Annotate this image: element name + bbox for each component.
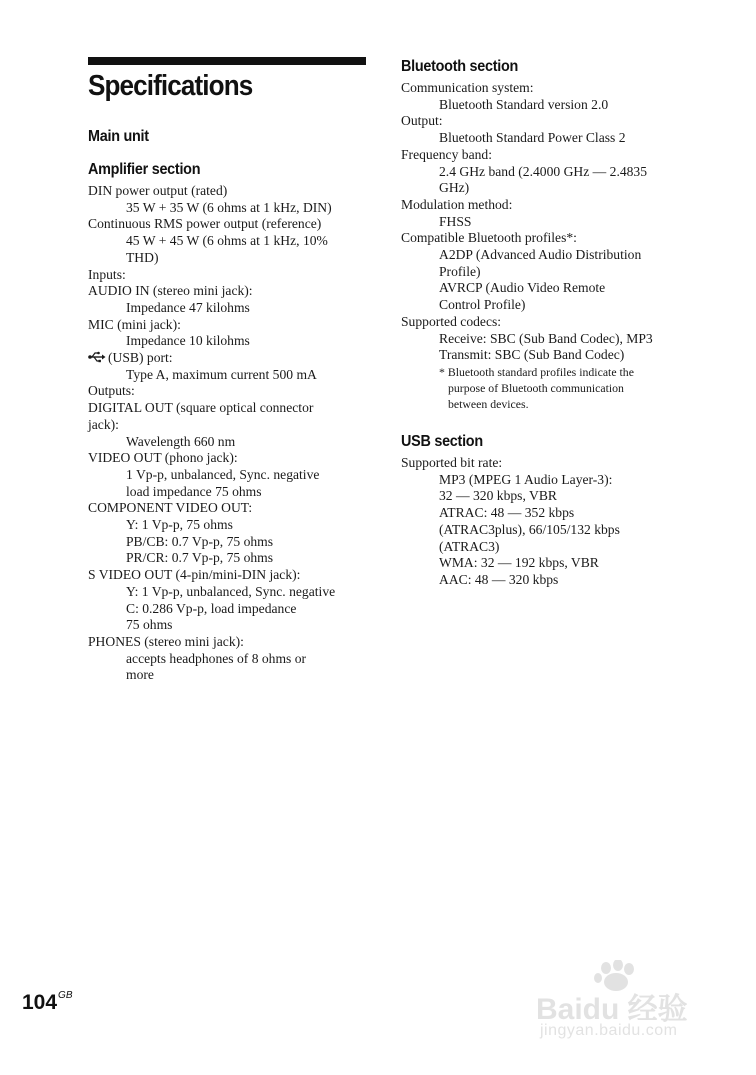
- spec-line: Communication system:: [401, 80, 534, 95]
- spec-value: more: [126, 667, 154, 683]
- spec-value: Control Profile): [439, 297, 526, 313]
- footnote: purpose of Bluetooth communication: [448, 381, 624, 396]
- usb-specs: [401, 455, 701, 589]
- bluetooth-specs: [401, 80, 701, 413]
- spec-value: Bluetooth Standard Power Class 2: [439, 130, 626, 146]
- spec-line: Frequency band:: [401, 146, 492, 162]
- spec-line: MIC (mini jack):: [88, 316, 181, 332]
- spec-line: Compatible Bluetooth profiles*:: [401, 230, 577, 246]
- spec-value: PR/CR: 0.7 Vp-p, 75 ohms: [126, 550, 274, 566]
- spec-line: Outputs:: [88, 383, 135, 399]
- spec-value: 1 Vp-p, unbalanced, Sync. negative: [126, 466, 320, 482]
- spec-value: MP3 (MPEG 1 Audio Layer-3):: [439, 471, 613, 487]
- spec-value: accepts headphones of 8 ohms or: [126, 650, 307, 666]
- spec-value: 45 W + 45 W (6 ohms at 1 kHz, 10%: [126, 233, 328, 249]
- spec-value: 35 W + 35 W (6 ohms at 1 kHz, DIN): [126, 199, 332, 215]
- spec-value: C: 0.286 Vp-p, load impedance: [126, 600, 297, 616]
- spec-line: COMPONENT VIDEO OUT:: [88, 500, 253, 516]
- spec-value: 2.4 GHz band (2.4000 GHz — 2.4835: [439, 163, 648, 179]
- baidu-watermark: [536, 960, 716, 1050]
- spec-value: GHz): [439, 180, 470, 196]
- footnote: * Bluetooth standard profiles indicate the: [439, 364, 634, 379]
- spec-line: Continuous RMS power output (reference): [88, 216, 322, 232]
- spec-value: load impedance 75 ohms: [126, 483, 262, 499]
- spec-value: 75 ohms: [126, 617, 173, 633]
- spec-line: PHONES (stereo mini jack):: [88, 633, 244, 649]
- spec-value: PB/CB: 0.7 Vp-p, 75 ohms: [126, 533, 274, 549]
- spec-value: Impedance 47 kilohms: [126, 299, 250, 315]
- spec-line: DIGITAL OUT (square optical connector: [88, 400, 314, 416]
- title-rule: [88, 57, 366, 65]
- spec-value: (ATRAC3): [439, 538, 500, 554]
- spec-value: 32 — 320 kbps, VBR: [439, 488, 557, 504]
- spec-value: A2DP (Advanced Audio Distribution: [439, 247, 642, 263]
- spec-value: FHSS: [439, 213, 472, 229]
- spec-value: Profile): [439, 263, 481, 279]
- spec-value: AVRCP (Audio Video Remote: [439, 280, 606, 296]
- spec-line: DIN power output (rated): [88, 183, 228, 198]
- usb-port-line: (USB) port:: [88, 350, 368, 367]
- spec-value: Impedance 10 kilohms: [126, 333, 250, 349]
- main-unit-heading: Main unit: [88, 128, 149, 145]
- footnote: between devices.: [448, 397, 529, 412]
- spec-line: S VIDEO OUT (4-pin/mini-DIN jack):: [88, 567, 301, 583]
- spec-value: THD): [126, 249, 159, 265]
- spec-value: Type A, maximum current 500 mA: [126, 366, 317, 382]
- spec-line: VIDEO OUT (phono jack):: [88, 450, 238, 466]
- spec-line: Output:: [401, 113, 443, 129]
- spec-value: Transmit: SBC (Sub Band Codec): [439, 347, 625, 363]
- amplifier-heading: Amplifier section: [88, 161, 201, 178]
- spec-value: Bluetooth Standard version 2.0: [439, 96, 609, 112]
- spec-value: (ATRAC3plus), 66/105/132 kbps: [439, 521, 620, 537]
- spec-line: Inputs:: [88, 266, 126, 282]
- spec-line: Supported codecs:: [401, 313, 502, 329]
- spec-line: jack):: [88, 416, 119, 432]
- spec-value: Wavelength 660 nm: [126, 433, 236, 449]
- usb-icon: [88, 351, 106, 363]
- bluetooth-heading: Bluetooth section: [401, 58, 519, 75]
- spec-value: Receive: SBC (Sub Band Codec), MP3: [439, 330, 653, 346]
- page-title: Specifications: [88, 70, 253, 102]
- spec-value: WMA: 32 — 192 kbps, VBR: [439, 555, 599, 571]
- spec-value: ATRAC: 48 — 352 kbps: [439, 505, 575, 521]
- amplifier-specs: [88, 183, 368, 684]
- page-number: $104^{GB}$: [22, 990, 73, 1014]
- watermark-logo-text: Baidu 经验: [536, 993, 688, 1026]
- usb-heading: USB section: [401, 433, 483, 450]
- spec-line: Supported bit rate:: [401, 455, 503, 470]
- spec-line: AUDIO IN (stereo mini jack):: [88, 283, 253, 299]
- spec-value: Y: 1 Vp-p, 75 ohms: [126, 517, 233, 533]
- spec-value: Y: 1 Vp-p, unbalanced, Sync. negative: [126, 583, 336, 599]
- spec-value: AAC: 48 — 320 kbps: [439, 571, 559, 587]
- watermark-url: jingyan.baidu.com: [540, 1022, 678, 1039]
- spec-line: Modulation method:: [401, 196, 513, 212]
